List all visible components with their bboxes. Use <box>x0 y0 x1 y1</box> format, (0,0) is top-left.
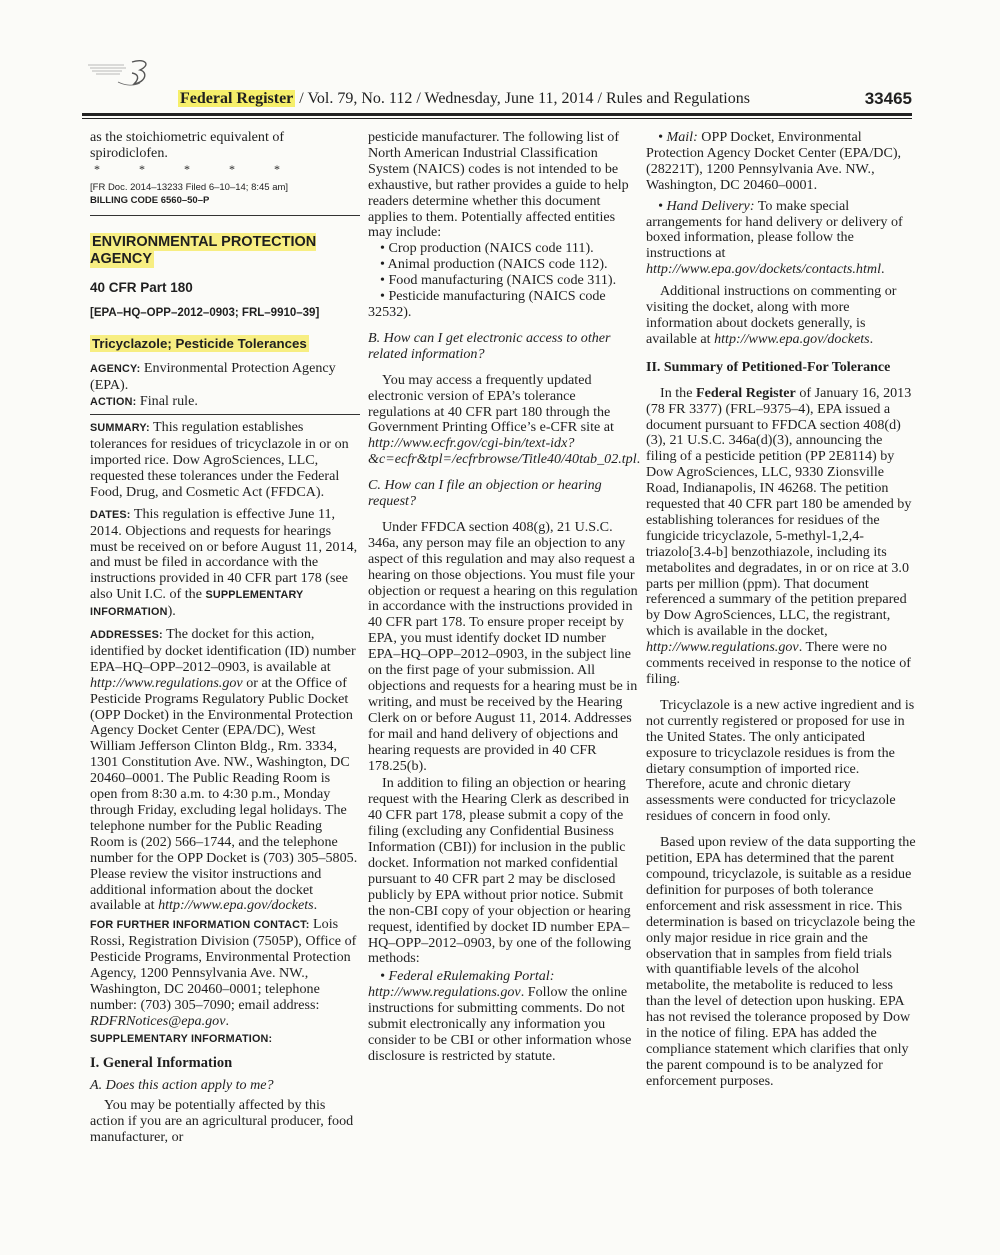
dates-label: DATES: <box>90 508 131 521</box>
action-label: ACTION: <box>90 396 137 409</box>
federal-register-logo-icon <box>82 56 157 92</box>
divider <box>90 414 360 415</box>
action-line <box>90 394 360 411</box>
body-paragraph: Tricyclazole is a new active ingredient and is not currently registered or proposed for use in the United States. The only anticipated exposure to tricyclazole residues is from the dietary consumption of imported rice. Therefore, acute and chronic dietary assessments were conducted for tricyclazole residues of concern in food only. <box>646 696 915 825</box>
list-item: • Pesticide manufacturing (NAICS code 32532). <box>368 288 606 320</box>
body-end: . There were no comments received in response to the notice of filing. <box>646 639 911 687</box>
body-paragraph <box>646 386 916 688</box>
subsection-heading: B. How can I get electronic access to other related information? <box>368 329 611 362</box>
email-link[interactable]: RDFRNotices@epa.gov <box>90 1012 226 1029</box>
divider <box>90 215 360 216</box>
supplementary-label: SUPPLEMENTARY INFORMATION: <box>90 1032 273 1045</box>
body-paragraph: Under FFDCA section 408(g), 21 U.S.C. 346a, any person may file an objection to any aspect of this regulation and may also request a hearing on those objections. You must file your objection or request a hearing on this regulation in accordance with the instructions provided in 40 CFR part 178. To ensure proper receipt by EPA, you must identify docket ID number EPA–HQ–OPP–2012–0903, in the subject line on the first page of your submission. All objections and requests for a hearing must be in writing, and must be received by the Hearing Clerk on or before August 11, 2014. Addresses for mail and hand delivery of objections and hearing requests are provided in 40 CFR 178.25(b). <box>368 518 638 774</box>
agency-heading <box>90 234 360 268</box>
dates-ref: SUPPLEMENTARY INFORMATION <box>90 589 304 619</box>
contact-label: FOR FURTHER INFORMATION CONTACT: <box>90 919 310 932</box>
ecfr-link[interactable]: http://www.ecfr.gov/cgi-bin/text-idx?&c=ecfr&tpl=/ecfrbrowse/Title40/40tab_02.tpl <box>368 435 637 468</box>
column-1 <box>90 130 360 1146</box>
mail-label: • Mail: <box>658 129 698 145</box>
addresses-label: ADDRESSES: <box>90 629 163 642</box>
mail-text: OPP Docket, Environmental Protection Agency Docket Center (EPA/DC), (28221T), 1200 Pennsylvania Ave. NW., Washington, DC 20460–0001. <box>646 129 902 193</box>
fr-doc-line: [FR Doc. 2014–13233 Filed 6–10–14; 8:45 am] <box>90 181 289 193</box>
body-paragraph <box>368 371 641 468</box>
body-paragraph: pesticide manufacturer. The following list of North American Industrial Classification System (NAICS) codes is not intended to be exhaustive, but rather provides a guide to help readers determine whether this document applies to them. Potentially affected entities may include: <box>368 129 629 241</box>
list-item <box>368 969 638 1064</box>
body-end: . <box>869 330 874 347</box>
body-text-2: of January 16, 2013 (78 FR 3377) (FRL–9375–4), EPA issued a document pursuant to FFDCA section 408(d)(3), 21 U.S.C. 346a(d)(3), announcing the filing of a pesticide petition (PP 2E8114) by Dow AgroSciences, LLC, 9330 Zionsville Road, Indianapolis, IN 46268. The petition requested that 40 CFR part 180 be amended by establishing tolerances for residues of the fungicide tricyclazole, 5-methyl-1,2,4-triazolo[3.4-b] benzothiazole, including its metabolites and degradates, in or on rice at 3.0 parts per million (ppm). That document referenced a summary of the petition prepared by Dow AgroSciences, LLC, the registrant, which is available in the docket, <box>646 384 912 640</box>
header-rule-thin <box>82 118 912 119</box>
list-item <box>646 199 916 279</box>
body-end: . <box>636 451 641 468</box>
summary-text: This regulation establishes tolerances for residues of tricyclazole in or on imported rice. Dow AgroSciences, LLC, requested these tolerances under the Federal Food, Drug, and Cosmetic Act (FFDCA). <box>90 419 349 500</box>
dates-text: This regulation is effective June 11, 2014. Objections and requests for hearings must be received on or before August 11, 2014, and must be filed in accordance with the instructions provided in 40 CFR part 178 (see also Unit I.C. of the <box>90 505 358 603</box>
addresses-text-2: or at the Office of Pesticide Programs Regulatory Public Docket (OPP Docket) in the Environmental Protection Agency Docket Center (EPA/DC), West William Jefferson Clinton Bldg., Rm. 3334, 1301 Constitution Ave. NW., Washington, DC 20460–0001. The Public Reading Room is open from 8:30 a.m. to 4:30 p.m., Monday through Friday, excluding legal holidays. The telephone number for the Public Reading Room is (202) 566–1744, and the telephone number for the OPP Docket is (703) 305–5805. Please review the visitor instructions and additional information about the docket available at <box>90 674 358 914</box>
federal-register-ref: Federal Register <box>696 384 796 401</box>
omission-stars: * * * * * <box>94 161 298 176</box>
docket-number: [EPA–HQ–OPP–2012–0903; FRL–9910–39] <box>90 306 320 319</box>
list-item <box>646 130 916 194</box>
contact-text: Lois Rossi, Registration Division (7505P), Office of Pesticide Programs, Environmental Protection Agency, 1200 Pennsylvania Ave. NW., Washington, DC 20460–0001; telephone number: (703) 305–7090; email address: <box>90 916 357 1013</box>
issue-info: / Vol. 79, No. 112 / Wednesday, June 11, 2014 / Rules and Regulations <box>295 90 750 107</box>
list-item: • Crop production (NAICS code 111). <box>380 240 594 257</box>
body-paragraph <box>646 284 916 348</box>
agency-heading-text: ENVIRONMENTAL PROTECTION AGENCY <box>90 233 317 267</box>
rule-title <box>90 336 360 352</box>
running-head <box>178 90 750 108</box>
list-item-text: . Follow the online instructions for submitting comments. Do not submit electronically any information you consider to be CBI or other information whose disclosure is restricted by statute. <box>368 984 632 1064</box>
dates-paragraph <box>90 507 360 621</box>
regulations-link[interactable]: http://www.regulations.gov <box>90 674 243 691</box>
hand-delivery-text: To make special arrangements for hand delivery or delivery of boxed information, please follow the instructions at <box>646 197 903 262</box>
agency-line <box>90 361 360 394</box>
summary-paragraph <box>90 420 360 501</box>
summary-label: SUMMARY: <box>90 422 150 435</box>
addresses-end: . <box>313 897 318 914</box>
billing-code: BILLING CODE 6560–50–P <box>90 194 210 206</box>
agency-label: AGENCY: <box>90 363 141 376</box>
dates-end: ). <box>167 603 176 620</box>
subsection-heading: A. Does this action apply to me? <box>90 1076 274 1093</box>
journal-title: Federal Register <box>180 90 294 107</box>
body-paragraph: In addition to filing an objection or hearing request with the Hearing Clerk as described in 40 CFR part 178, please submit a copy of the filing (excluding any Confidential Business Information (CBI)) for inclusion in the public docket. Information not marked confidential pursuant to 40 CFR part 2 may be disclosed publicly by EPA without prior notice. Submit the non-CBI copy of your objection or hearing request, identified by docket ID number EPA–HQ–OPP–2012–0903, by one of the following methods: <box>368 775 632 967</box>
column-2 <box>368 129 641 1065</box>
addresses-text: The docket for this action, identified by docket identification (ID) number EPA–HQ–OPP–2012–0903, is available at <box>90 626 356 675</box>
rule-title-text: Tricyclazole; Pesticide Tolerances <box>92 335 307 351</box>
prev-rule-tail: as the stoichiometric equivalent of spirodiclofen. <box>90 129 285 161</box>
column-3 <box>646 130 916 1090</box>
header-rule-thick <box>82 113 912 116</box>
body-text: Additional instructions on commenting or visiting the docket, along with more information about dockets generally, is available at <box>646 283 897 347</box>
subsection-heading: C. How can I file an objection or hearing request? <box>368 477 602 510</box>
hand-delivery-label: • Hand Delivery: <box>658 197 755 214</box>
body-paragraph: You may be potentially affected by this action if you are an agricultural producer, food manufacturer, or <box>90 1097 354 1146</box>
regulations-link[interactable]: http://www.regulations.gov <box>646 639 799 656</box>
contact-paragraph <box>90 917 360 1029</box>
action-text: Final rule. <box>136 393 198 410</box>
contact-end: . <box>225 1012 229 1029</box>
body-text: In the <box>660 384 697 401</box>
list-item: • Animal production (NAICS code 112). <box>380 256 608 273</box>
section-heading: I. General Information <box>90 1054 233 1071</box>
addresses-paragraph <box>90 627 360 914</box>
page-number: 33465 <box>864 89 912 108</box>
list-item: • Food manufacturing (NAICS code 311). <box>380 272 617 289</box>
hand-delivery-end: . <box>881 261 885 278</box>
body-text: You may access a frequently updated electronic version of EPA’s tolerance regulations at 40 CFR part 180 through the Government Printing Office’s e-CFR site at <box>368 371 614 436</box>
body-paragraph: Based upon review of the data supporting the petition, EPA has determined that the parent compound, tricyclazole, is suitable as a residue definition for purposes of both tolerance enforcement and risk assessment in rice. This determination is based on tricyclazole being the only major residue in rice grain and the observation that in samples from field trials with quantifiable levels of the alcohol metabolite, the metabolite is reduced to less than the level of detection upon husking. EPA has not revised the tolerance proposed by Dow in the notice of filing. EPA has added the compliance statement which clarifies that only the parent compound is to be analyzed for enforcement purposes. <box>646 834 916 1089</box>
section-heading: II. Summary of Petitioned-For Tolerance <box>646 359 891 375</box>
dockets-link[interactable]: http://www.epa.gov/dockets <box>158 897 314 914</box>
agency-text: Environmental Protection Agency (EPA). <box>90 360 336 394</box>
contacts-link[interactable]: http://www.epa.gov/dockets/contacts.html <box>646 261 881 278</box>
erulemaking-link[interactable]: • Federal eRulemaking Portal: http://www.regulations.gov <box>368 968 555 1001</box>
page-header <box>82 56 912 114</box>
dockets-link[interactable]: http://www.epa.gov/dockets <box>714 330 870 347</box>
cfr-part: 40 CFR Part 180 <box>90 279 193 295</box>
